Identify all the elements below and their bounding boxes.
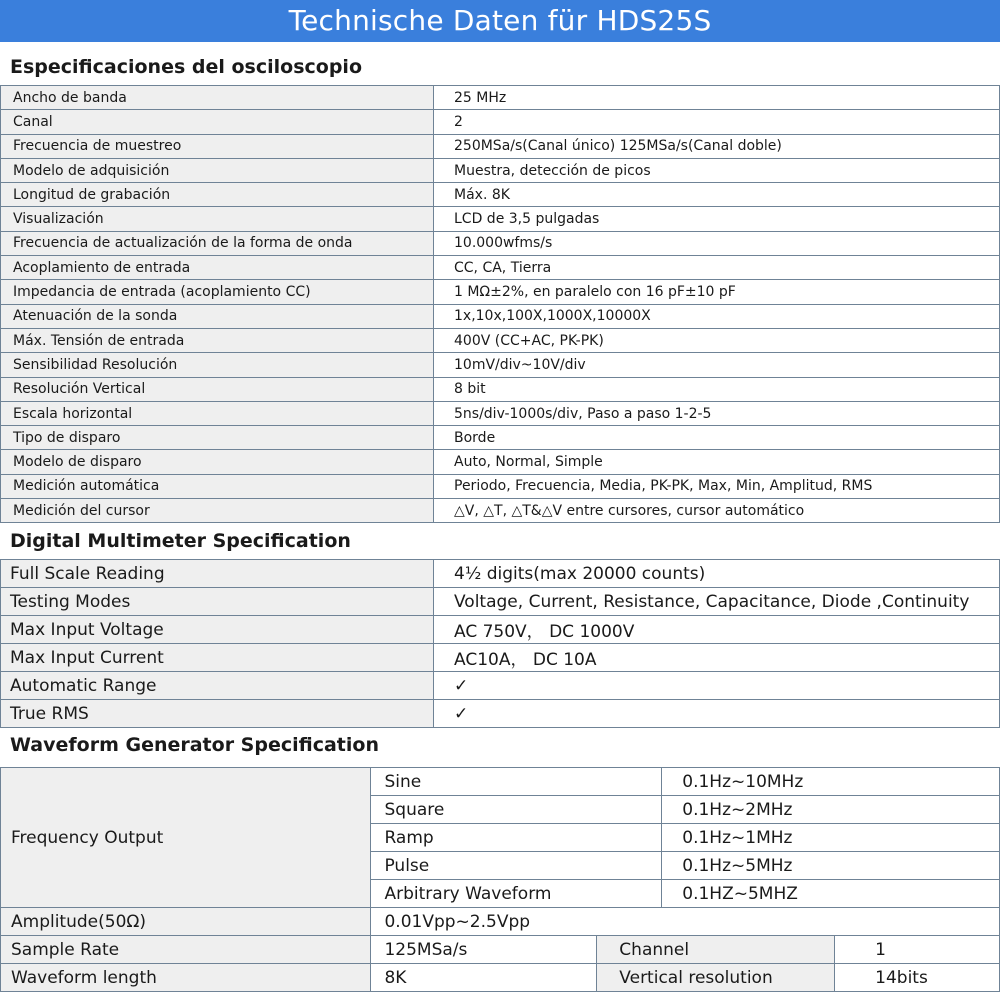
waveform-section-title: Waveform Generator Specification [10, 734, 379, 756]
spec-label: True RMS [1, 700, 434, 728]
waveform-length-value: 8K [371, 964, 597, 992]
spec-label: Longitud de grabación [1, 183, 434, 207]
waveform-type: Sine [371, 768, 662, 796]
table-row [1, 353, 1000, 377]
spec-label: Medición automática [1, 474, 434, 498]
table-row [1, 588, 1000, 616]
spec-value: AC 750V， DC 1000V [434, 616, 1000, 644]
amplitude-value: 0.01Vpp~2.5Vpp [371, 908, 1000, 936]
sample-rate-value: 125MSa/s [371, 936, 597, 964]
spec-value: 4½ digits(max 20000 counts) [434, 560, 1000, 588]
table-row [1, 377, 1000, 401]
spec-value: AC10A， DC 10A [434, 644, 1000, 672]
table-row [1, 304, 1000, 328]
spec-label: Max Input Voltage [1, 616, 434, 644]
spec-label: Automatic Range [1, 672, 434, 700]
frequency-output-label: Frequency Output [1, 768, 371, 908]
frequency-range: 0.1Hz~10MHz [662, 768, 1000, 796]
spec-value: Borde [434, 426, 1000, 450]
table-row [1, 768, 1000, 796]
multimeter-spec-table [0, 559, 1000, 728]
channel-value: 1 [835, 936, 1000, 964]
spec-label: Resolución Vertical [1, 377, 434, 401]
oscilloscope-spec-table [0, 85, 1000, 523]
frequency-range: 0.1Hz~5MHz [662, 852, 1000, 880]
table-row [1, 183, 1000, 207]
multimeter-section-title: Digital Multimeter Specification [10, 530, 351, 552]
spec-label: Medición del cursor [1, 499, 434, 523]
spec-value: ✓ [434, 672, 1000, 700]
spec-label: Frecuencia de actualización de la forma de onda [1, 231, 434, 255]
spec-value: ✓ [434, 700, 1000, 728]
spec-value: △V, △T, △T&△V entre cursores, cursor automático [434, 499, 1000, 523]
spec-label: Testing Modes [1, 588, 434, 616]
spec-value: 5ns/div-1000s/div, Paso a paso 1-2-5 [434, 401, 1000, 425]
spec-label: Frecuencia de muestreo [1, 134, 434, 158]
table-row [1, 672, 1000, 700]
table-row [1, 616, 1000, 644]
table-row [1, 256, 1000, 280]
spec-label: Modelo de disparo [1, 450, 434, 474]
sample-rate-label: Sample Rate [1, 936, 371, 964]
amplitude-label: Amplitude(50Ω) [1, 908, 371, 936]
table-row [1, 499, 1000, 523]
page-title-banner [0, 0, 1000, 42]
spec-value: Voltage, Current, Resistance, Capacitance, Diode ,Continuity [434, 588, 1000, 616]
table-row [1, 207, 1000, 231]
table-row [1, 700, 1000, 728]
vertical-resolution-label: Vertical resolution [597, 964, 835, 992]
spec-value: 10.000wfms/s [434, 231, 1000, 255]
spec-value: 25 MHz [434, 86, 1000, 110]
table-row [1, 450, 1000, 474]
table-row [1, 474, 1000, 498]
table-row [1, 86, 1000, 110]
spec-label: Sensibilidad Resolución [1, 353, 434, 377]
spec-label: Modelo de adquisición [1, 158, 434, 182]
spec-label: Máx. Tensión de entrada [1, 328, 434, 352]
spec-value: 8 bit [434, 377, 1000, 401]
page-title: Technische Daten für HDS25S [288, 4, 712, 37]
spec-value: 400V (CC+AC, PK-PK) [434, 328, 1000, 352]
spec-label: Visualización [1, 207, 434, 231]
spec-label: Max Input Current [1, 644, 434, 672]
spec-value: 1 MΩ±2%, en paralelo con 16 pF±10 pF [434, 280, 1000, 304]
table-row [1, 134, 1000, 158]
channel-label: Channel [597, 936, 835, 964]
spec-value: LCD de 3,5 pulgadas [434, 207, 1000, 231]
frequency-range: 0.1HZ~5MHZ [662, 880, 1000, 908]
spec-label: Tipo de disparo [1, 426, 434, 450]
spec-value: Periodo, Frecuencia, Media, PK-PK, Max, Min, Amplitud, RMS [434, 474, 1000, 498]
table-row [1, 644, 1000, 672]
spec-value: Muestra, detección de picos [434, 158, 1000, 182]
spec-value: Máx. 8K [434, 183, 1000, 207]
table-row [1, 964, 1000, 992]
table-row [1, 560, 1000, 588]
spec-label: Acoplamiento de entrada [1, 256, 434, 280]
spec-value: 250MSa/s(Canal único) 125MSa/s(Canal doble) [434, 134, 1000, 158]
table-row [1, 936, 1000, 964]
waveform-type: Pulse [371, 852, 662, 880]
table-row [1, 231, 1000, 255]
vertical-resolution-value: 14bits [835, 964, 1000, 992]
spec-value: Auto, Normal, Simple [434, 450, 1000, 474]
spec-value: 10mV/div~10V/div [434, 353, 1000, 377]
table-row [1, 328, 1000, 352]
waveform-type: Arbitrary Waveform [371, 880, 662, 908]
spec-label: Canal [1, 110, 434, 134]
waveform-spec-table [0, 767, 1000, 992]
spec-label: Atenuación de la sonda [1, 304, 434, 328]
spec-label: Impedancia de entrada (acoplamiento CC) [1, 280, 434, 304]
frequency-range: 0.1Hz~2MHz [662, 796, 1000, 824]
table-row [1, 158, 1000, 182]
table-row [1, 908, 1000, 936]
spec-label: Ancho de banda [1, 86, 434, 110]
table-row [1, 280, 1000, 304]
frequency-range: 0.1Hz~1MHz [662, 824, 1000, 852]
spec-label: Escala horizontal [1, 401, 434, 425]
spec-value: 2 [434, 110, 1000, 134]
table-row [1, 426, 1000, 450]
spec-value: 1x,10x,100X,1000X,10000X [434, 304, 1000, 328]
spec-label: Full Scale Reading [1, 560, 434, 588]
waveform-type: Square [371, 796, 662, 824]
table-row [1, 110, 1000, 134]
waveform-length-label: Waveform length [1, 964, 371, 992]
table-row [1, 401, 1000, 425]
waveform-type: Ramp [371, 824, 662, 852]
oscilloscope-section-title: Especificaciones del osciloscopio [10, 56, 362, 78]
spec-value: CC, CA, Tierra [434, 256, 1000, 280]
